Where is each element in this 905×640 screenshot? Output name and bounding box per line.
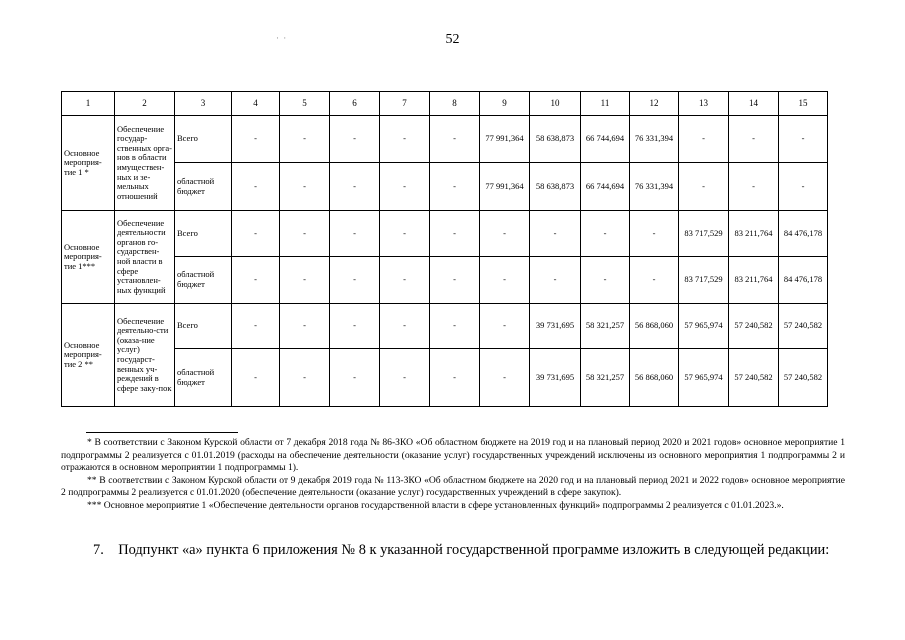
- value-cell: -: [779, 163, 828, 211]
- page-number: 52: [445, 32, 460, 47]
- value-cell: -: [679, 116, 729, 163]
- value-cell: -: [380, 116, 430, 163]
- column-header: 9: [480, 92, 530, 116]
- value-cell: -: [380, 211, 430, 257]
- paragraph-text: Подпункт «а» пункта 6 приложения № 8 к указанной государственной программе изложить в следующей редакции:: [118, 542, 830, 558]
- funding-source-cell: областной бюджет: [175, 257, 232, 304]
- table-row: [62, 304, 828, 349]
- value-cell: 76 331,394: [630, 116, 679, 163]
- value-cell: -: [232, 116, 280, 163]
- value-cell: 58 638,873: [530, 163, 581, 211]
- column-header: 2: [115, 92, 175, 116]
- funding-source-cell: областной бюджет: [175, 349, 232, 407]
- budget-table: [61, 91, 828, 407]
- table-row: [62, 211, 828, 257]
- value-cell: 83 717,529: [679, 257, 729, 304]
- value-cell: -: [280, 349, 330, 407]
- column-header: 15: [779, 92, 828, 116]
- value-cell: 77 991,364: [480, 163, 530, 211]
- value-cell: -: [330, 211, 380, 257]
- footnote: *** Основное мероприятие 1 «Обеспечение деятельности органов государственной власти в сфере установленных функций» подпрограммы 2 реализуется с 01.01.2023.».: [87, 499, 784, 511]
- value-cell: -: [280, 304, 330, 349]
- description-cell: Обеспечение деятельно-сти (оказа-ние услуг) государст-венных уч-реждений в сфере заку-пок: [115, 304, 175, 407]
- event-cell: Основное мероприя-тие 1***: [62, 211, 115, 304]
- value-cell: -: [480, 349, 530, 407]
- scan-marks: · ·: [276, 33, 288, 43]
- value-cell: -: [530, 257, 581, 304]
- amendment-paragraph: [61, 541, 845, 560]
- value-cell: 58 321,257: [581, 304, 630, 349]
- footnote: ** В соответствии с Законом Курской области от 9 декабря 2019 года № 113-ЗКО «Об областном бюджете на 2020 год и на плановый период 2021 и 2022 годов» основное мероприятие 2 подпрограммы 2 реализуется с 01.01.2020 (обеспечение деятельности (оказание услуг) государственных учреждений в сфере закупок).: [61, 474, 845, 499]
- value-cell: -: [380, 304, 430, 349]
- value-cell: 83 211,764: [729, 211, 779, 257]
- value-cell: 84 476,178: [779, 257, 828, 304]
- value-cell: 83 717,529: [679, 211, 729, 257]
- value-cell: 57 240,582: [779, 349, 828, 407]
- value-cell: -: [581, 211, 630, 257]
- value-cell: 83 211,764: [729, 257, 779, 304]
- value-cell: -: [330, 163, 380, 211]
- footnote: * В соответствии с Законом Курской области от 7 декабря 2018 года № 86-ЗКО «Об областном бюджете на 2019 год и на плановый период 2020 и 2021 годов» основное мероприятие 1 подпрограммы 2 реализуется с 01.01.2019 (расходы на обеспечение деятельности (оказание услуг) государственных учреждений исключены из основного мероприятия 1 подпрограммы 2 и отражаются в основном мероприятии 1 подпрограммы 1).: [61, 437, 845, 474]
- value-cell: 57 240,582: [729, 304, 779, 349]
- value-cell: -: [430, 211, 480, 257]
- value-cell: -: [679, 163, 729, 211]
- description-cell: Обеспечение государ-ственных орга-нов в области имуществен-ных и зе-мельных отношений: [115, 116, 175, 211]
- value-cell: 56 868,060: [630, 349, 679, 407]
- value-cell: -: [779, 116, 828, 163]
- table-header-row: [62, 92, 828, 116]
- footnotes: [61, 437, 845, 513]
- value-cell: -: [330, 116, 380, 163]
- table-row: [62, 349, 828, 407]
- funding-source-cell: Всего: [175, 211, 232, 257]
- value-cell: -: [232, 211, 280, 257]
- value-cell: -: [380, 257, 430, 304]
- column-header: 8: [430, 92, 480, 116]
- value-cell: 84 476,178: [779, 211, 828, 257]
- column-header: 11: [581, 92, 630, 116]
- value-cell: -: [729, 163, 779, 211]
- value-cell: -: [430, 304, 480, 349]
- value-cell: 57 965,974: [679, 349, 729, 407]
- value-cell: -: [330, 349, 380, 407]
- column-header: 13: [679, 92, 729, 116]
- column-header: 1: [62, 92, 115, 116]
- value-cell: -: [480, 304, 530, 349]
- value-cell: -: [232, 163, 280, 211]
- value-cell: -: [380, 163, 430, 211]
- value-cell: -: [581, 257, 630, 304]
- value-cell: -: [330, 304, 380, 349]
- value-cell: -: [280, 211, 330, 257]
- value-cell: -: [480, 257, 530, 304]
- column-header: 4: [232, 92, 280, 116]
- value-cell: -: [330, 257, 380, 304]
- value-cell: 77 991,364: [480, 116, 530, 163]
- value-cell: 66 744,694: [581, 116, 630, 163]
- value-cell: 58 638,873: [530, 116, 581, 163]
- value-cell: -: [380, 349, 430, 407]
- value-cell: -: [630, 211, 679, 257]
- column-header: 10: [530, 92, 581, 116]
- value-cell: 76 331,394: [630, 163, 679, 211]
- value-cell: 57 965,974: [679, 304, 729, 349]
- value-cell: -: [430, 257, 480, 304]
- value-cell: -: [232, 257, 280, 304]
- column-header: 7: [380, 92, 430, 116]
- value-cell: -: [630, 257, 679, 304]
- funding-source-cell: Всего: [175, 304, 232, 349]
- value-cell: 66 744,694: [581, 163, 630, 211]
- event-cell: Основное мероприя-тие 2 **: [62, 304, 115, 407]
- event-cell: Основное мероприя-тие 1 *: [62, 116, 115, 211]
- value-cell: 39 731,695: [530, 349, 581, 407]
- value-cell: -: [232, 349, 280, 407]
- paragraph-number: 7.: [93, 542, 104, 558]
- value-cell: 57 240,582: [729, 349, 779, 407]
- value-cell: 58 321,257: [581, 349, 630, 407]
- column-header: 3: [175, 92, 232, 116]
- value-cell: -: [430, 116, 480, 163]
- value-cell: -: [280, 257, 330, 304]
- value-cell: 57 240,582: [779, 304, 828, 349]
- table-row: [62, 257, 828, 304]
- value-cell: -: [729, 116, 779, 163]
- description-cell: Обеспечение деятельности органов го-сударствен-ной власти в сфере установлен-ных функций: [115, 211, 175, 304]
- column-header: 12: [630, 92, 679, 116]
- value-cell: 39 731,695: [530, 304, 581, 349]
- table-row: [62, 163, 828, 211]
- value-cell: -: [232, 304, 280, 349]
- column-header: 5: [280, 92, 330, 116]
- value-cell: -: [430, 163, 480, 211]
- value-cell: -: [280, 163, 330, 211]
- column-header: 14: [729, 92, 779, 116]
- footnote-divider: [86, 432, 238, 433]
- funding-source-cell: Всего: [175, 116, 232, 163]
- column-header: 6: [330, 92, 380, 116]
- funding-source-cell: областной бюджет: [175, 163, 232, 211]
- value-cell: -: [530, 211, 581, 257]
- table-row: [62, 116, 828, 163]
- value-cell: 56 868,060: [630, 304, 679, 349]
- table-body: [62, 116, 828, 407]
- value-cell: -: [430, 349, 480, 407]
- value-cell: -: [280, 116, 330, 163]
- value-cell: -: [480, 211, 530, 257]
